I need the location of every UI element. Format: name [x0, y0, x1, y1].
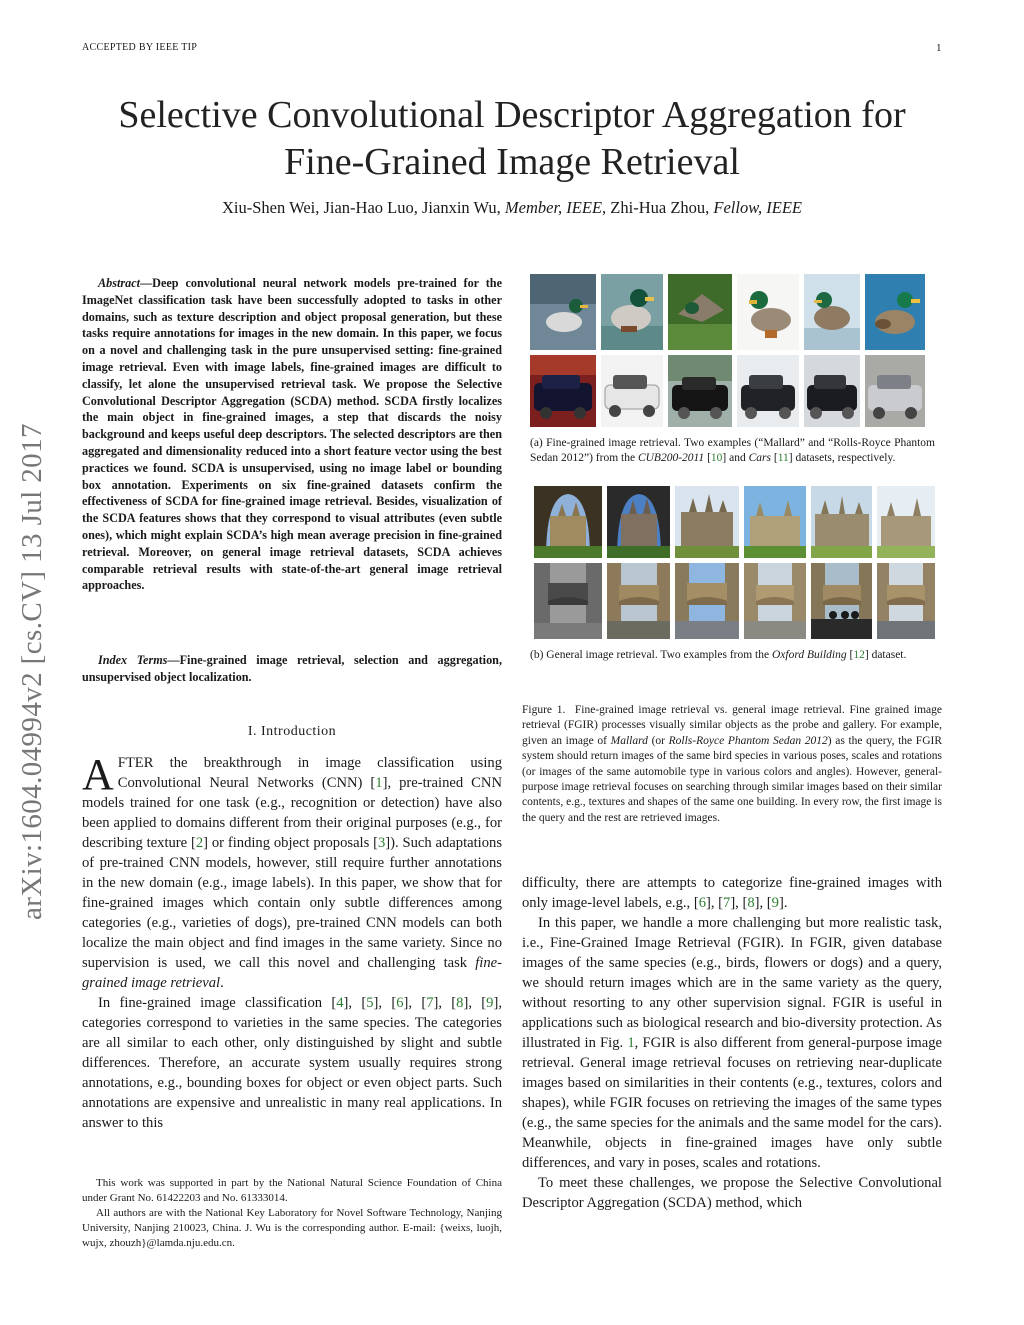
- citation-link[interactable]: 3: [378, 835, 386, 851]
- figure-reference-link[interactable]: 1: [627, 1035, 635, 1051]
- car-image-row: [530, 355, 935, 427]
- figure-1: [530, 274, 935, 663]
- citation-link[interactable]: 5: [366, 995, 374, 1011]
- index-terms-text: —Fine-grained image retrieval, selection and aggregation, unsupervised object localization.: [82, 653, 502, 684]
- duck-photo-icon: [530, 274, 596, 350]
- author-fellow: Fellow, IEEE: [713, 198, 802, 217]
- dropcap-letter: A: [82, 750, 114, 799]
- duck-image-row: [530, 274, 935, 350]
- building-photo-icon: [607, 486, 671, 558]
- citation-link[interactable]: 8: [456, 995, 464, 1011]
- duck-photo-icon: [865, 274, 925, 350]
- intro-right-column: [522, 873, 942, 1213]
- abstract: [82, 275, 502, 594]
- index-terms-label: Index Terms: [98, 653, 168, 667]
- duck-photo-icon: [737, 274, 799, 350]
- author-last: , Zhi-Hua Zhou,: [602, 198, 710, 217]
- page-number: 1: [936, 42, 942, 54]
- building-image-row: [534, 486, 935, 558]
- duck-photo-icon: [804, 274, 860, 350]
- arxiv-stamp: arXiv:1604.04994v2 [cs.CV] 13 Jul 2017: [16, 423, 48, 920]
- car-photo-icon: [737, 355, 799, 427]
- building-photo-icon: [744, 486, 806, 558]
- duck-photo-icon: [601, 274, 663, 350]
- subcaption-a: (a) Fine-grained image retrieval. Two examples (“Mallard” and “Rolls-Royce Phantom Sedan 2012”) from the CUB200-2011 [10] and Cars [11] datasets, respectively.: [530, 437, 935, 464]
- building-photo-icon: [877, 486, 935, 558]
- citation-link[interactable]: 11: [777, 452, 789, 464]
- title-line-2: Fine-Grained Image Retrieval: [284, 141, 740, 183]
- bridge-image-row: [534, 563, 935, 639]
- bridge-photo-icon: [877, 563, 935, 639]
- car-photo-icon: [601, 355, 663, 427]
- citation-link[interactable]: 9: [771, 895, 779, 911]
- car-photo-icon: [668, 355, 732, 427]
- intro-paragraph-1: AFTER the breakthrough in image classification using Convolutional Neural Networks (CNN) [1], pre-trained CNN models trained for one task (e.g., recognition or detection) have also been applied to domains different from their original purposes (e.g., for describing texture [2] or finding object proposals [3]). Such adaptations of pre-trained CNN models, however, still require further annotations in the new domain (e.g., image labels). In this paper, we show that for fine-grained images which contain only subtle differences among categories (e.g., varieties of dogs), pre-trained CNN models can both localize the main object and find images in the same variety. Since no supervision is used, we call this novel and challenging task fine-grained image retrieval.: [82, 750, 502, 991]
- paper-title: [60, 92, 964, 186]
- car-photo-icon: [804, 355, 860, 427]
- right-paragraph-2: In this paper, we handle a more challenging but more realistic task, i.e., Fine-Grained Image Retrieval (FGIR). In FGIR, given database images of the same species (e.g., birds, flowers or dogs) and a query, we should return images which are in the same variety as the query, without resorting to any other supervision signal. FGIR is useful in applications such as biological research and bio-diversity protection. As illustrated in Fig. 1, FGIR is also different from general-purpose image retrieval. General image retrieval focuses on retrieving near-duplicate images based on similarities in their contents (e.g., textures, colors and shapes), while FGIR focuses on retrieving the images of the same types (e.g., the same species for the animals and the same model for the cars). Meanwhile, objects in fine-grained images have only subtle differences, and vary in poses, scales and rotations.: [522, 915, 943, 1171]
- citation-link[interactable]: 7: [426, 995, 434, 1011]
- right-paragraph-1: difficulty, there are attempts to categorize fine-grained images with only image-level labels, e.g., [6], [7], [8], [9].: [522, 875, 942, 911]
- figure-caption: Figure 1. Fine-grained image retrieval vs. general image retrieval. Fine grained image retrieval (FGIR) processes visually similar objects as the probe and gallery. For example, given an image of Mallard (or Rolls-Royce Phantom Sedan 2012) as the query, the FGIR system should return images of the same bird species in various poses, scales and rotations (or images of the same automobile type in various colors and angles). However, general-purpose image retrieval focuses on searching through similar images based on their similar contents, e.g., textures and shapes of the same one building. In every row, the first image is the query and the rest are retrieved images.: [522, 704, 943, 824]
- author-names: Xiu-Shen Wei, Jian-Hao Luo, Jianxin Wu,: [222, 198, 501, 217]
- car-photo-icon: [865, 355, 925, 427]
- citation-link[interactable]: 6: [698, 895, 706, 911]
- building-photo-icon: [675, 486, 739, 558]
- bridge-photo-icon: [811, 563, 873, 639]
- running-header: ACCEPTED BY IEEE TIP: [82, 42, 198, 53]
- footnote: [82, 1176, 502, 1251]
- citation-link[interactable]: 1: [375, 775, 383, 791]
- index-terms: [82, 652, 502, 686]
- footnote-funding: This work was supported in part by the National Natural Science Foundation of China under Grant No. 61422203 and No. 61333014.: [82, 1177, 502, 1204]
- building-photo-icon: [534, 486, 602, 558]
- citation-link[interactable]: 10: [710, 452, 723, 464]
- intro-paragraph-2: In fine-grained image classification [4], [5], [6], [7], [8], [9], categories correspond to varieties in the same species. The categories are all similar to each other, only distinguished by slight and subtle differences. Therefore, an accurate system usually requires strong annotations, e.g., bounding boxes for object or even object parts. Such annotations are expensive and unrealistic in many real applications. In answer to this: [82, 995, 502, 1131]
- bridge-photo-icon: [744, 563, 806, 639]
- author-list: [60, 198, 964, 218]
- citation-link[interactable]: 2: [195, 835, 204, 851]
- bridge-photo-icon: [675, 563, 739, 639]
- figure-label: Figure 1.: [522, 704, 566, 716]
- subcaption-b: (b) General image retrieval. Two examples from the Oxford Building [12] dataset.: [530, 649, 907, 661]
- abstract-label: Abstract: [98, 276, 140, 290]
- car-photo-icon: [530, 355, 596, 427]
- section-heading-introduction: I. Introduction: [247, 724, 337, 739]
- citation-link[interactable]: 9: [486, 995, 494, 1011]
- bridge-photo-icon: [534, 563, 602, 639]
- right-paragraph-3: To meet these challenges, we propose the Selective Convolutional Descriptor Aggregation (SCDA) method, which: [522, 1175, 942, 1211]
- abstract-text: —Deep convolutional neural network models pre-trained for the ImageNet classification task have been successfully adopted to tasks in other domains, such as texture description and object proposal generation, but these tasks require annotations for images in the new domain. In this paper, we focus on a novel and challenging task in the pure unsupervised setting: fine-grained image retrieval. Even with image labels, fine-grained images are difficult to classify, let alone the unsupervised retrieval task. We propose the Selective Convolutional Descriptor Aggregation (SCDA) method. SCDA firstly localizes the main object in fine-grained images, a step that discards the noisy background and keeps useful deep descriptors. The selected descriptors are then aggregated and dimensionality reduced into a short feature vector using the best practices we found. SCDA is unsupervised, using no image label or bounding box annotation. Experiments on six fine-grained datasets confirm the effectiveness of SCDA for fine-grained image retrieval. Besides, visualization of the SCDA features shows that they correspond to visual attributes (even subtle ones), which might explain SCDA’s high mean average precision in fine-grained retrieval. Moreover, on general image retrieval datasets, SCDA achieves comparable retrieval results with state-of-the-art general image retrieval approaches.: [82, 276, 502, 593]
- citation-link[interactable]: 12: [853, 649, 865, 661]
- footnote-affiliation: All authors are with the National Key Laboratory for Novel Software Technology, Nanjing University, Nanjing 210023, China. J. Wu is the corresponding author. E-mail: {weixs, luojh, wujx, zhouzh}@lamda.nju.edu.cn.: [82, 1207, 502, 1249]
- citation-link[interactable]: 4: [336, 995, 344, 1011]
- citation-link[interactable]: 8: [747, 895, 755, 911]
- title-line-1: Selective Convolutional Descriptor Aggregation for: [118, 94, 906, 136]
- citation-link[interactable]: 6: [396, 995, 404, 1011]
- duck-photo-icon: [668, 274, 732, 350]
- citation-link[interactable]: 7: [723, 895, 731, 911]
- intro-left-column: [82, 750, 502, 1133]
- bridge-photo-icon: [607, 563, 671, 639]
- author-member: Member, IEEE: [504, 198, 603, 217]
- building-photo-icon: [811, 486, 873, 558]
